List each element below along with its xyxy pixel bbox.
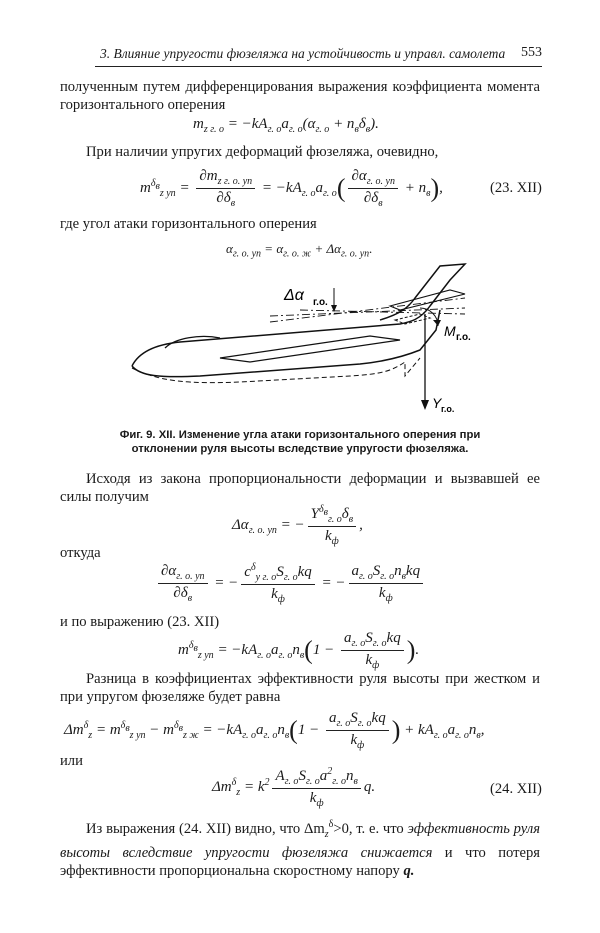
paragraph-9-italic: эффективность руля высоты вследствие упругости фюзеляжа снижается [60,820,540,861]
label-moment-sub: г.о. [456,332,471,343]
paragraph-9-b: >0, т. е. что [333,820,408,837]
label-delta-alpha: Δα [284,287,304,304]
label-moment: M [444,323,456,339]
equation-mz-elastic: $m^{\delta_в}_{z уп} = -kA_{г. о}a_{г. о}n_в(1$ − $\frac{a_{г. о}S_{г. о}kq}{k_ф}$ ). [178,630,420,671]
label-lift-sub: г.о. [441,404,455,414]
paragraph-6: и по выражению (23. XII) [60,614,220,630]
paragraph-9-a: Из выражения (24. XII) видно, что Δm [86,820,325,837]
running-head: 3. Влияние упругости фюзеляжа на устойчивость и управл. самолета [100,46,506,61]
figure-caption: Фиг. 9. XII. Изменение угла атаки горизонтального оперения при отклонении руля высоты вследствие упругости фюзеляжа. [119,429,481,455]
paragraph-1: полученным путем дифференцирования выражения коэффициента момента горизонтального оперения [60,79,540,113]
label-lift: Y [432,395,442,411]
paragraph-8: или [60,753,83,769]
paragraph-3: где угол атаки горизонтального оперения [60,216,317,232]
equation-24: $\Delta m^\delta_z = k^2$ $\frac{A_{г. о}S_{г. о}a^2_{г. о}n_в}{k_ф}$ q. [212,766,376,809]
paragraph-4: Исходя из закона пропорциональности деформации и вызвавшей ее силы получим [60,471,540,505]
equation-23-number: (23. XII) [490,180,542,196]
page-number: 553 [521,45,542,60]
paragraph-9-q: q. [403,862,415,879]
equation-partial: $\frac{\partial\alpha_{г. о. уп}}{\partial\delta_в}$ = − $\frac{c^\delta_{y г. о}S_{г. о}kq}{k_ф}$ = − $\frac{a_{г. о}S_{г. о}n_вkq}{k_ф}$ [155,562,426,605]
equation-delta-m: $\Delta m^\delta_z = m^{\delta_в}_{z уп} - m^{\delta_в}_{z ж} = -kA_{г. о}a_{г. о}n_в(1$ − $\frac{a_{г. о}S_{г. о}kq}{k_ф}$ ) + $kA_{г. о}a_{г. о}n_в$, [64,710,485,751]
paragraph-7: Разница в коэффициентах эффективности руля высоты при жестком и при упругом фюзеляже будет равна [60,671,540,705]
equation-moment: $m_{z г. о} = -kA_{г. о}a_{г. о}(\alpha_{г. о} + n_в\delta_в)$. [193,116,379,135]
equation-23: $m^{\delta_в}_{z уп}$ = $\frac{\partial m_{z г. о. уп}}{\partial\delta_в}$ = $-kA_{г. о}a_{г. о}$( $\frac{\partial\alpha_{г. о. уп}}{\partial\delta_в}$ + $n_в$), [140,168,443,209]
label-delta-alpha-sub: г.о. [313,297,328,308]
paragraph-9: Из выражения (24. XII) видно, что $\Delta m_z^\delta>0$, т. е. что эффективность руля высоты вследствие упругости фюзеляжа снижается и что потеря эффективности пропорциональна скоростному напору q. [60,819,541,879]
aircraft-figure [120,258,480,423]
header-rule [95,66,542,67]
equation-delta-alpha: $\Delta\alpha_{г. о. уп}$ = − $\frac{Y^{\delta_в}_{г. о}\delta_в}{k_ф}$ , [232,504,363,547]
equation-24-number: (24. XII) [490,781,542,797]
equation-alpha: $\alpha_{г. о. уп} = \alpha_{г. о. ж} + \Delta\alpha_{г. о. уп}$. [226,241,373,260]
paragraph-2: При наличии упругих деформаций фюзеляжа, очевидно, [86,144,439,160]
paragraph-5: откуда [60,545,101,561]
paragraph-9-c: и что потеря эффективности пропорциональна скоростному напору [60,844,541,879]
